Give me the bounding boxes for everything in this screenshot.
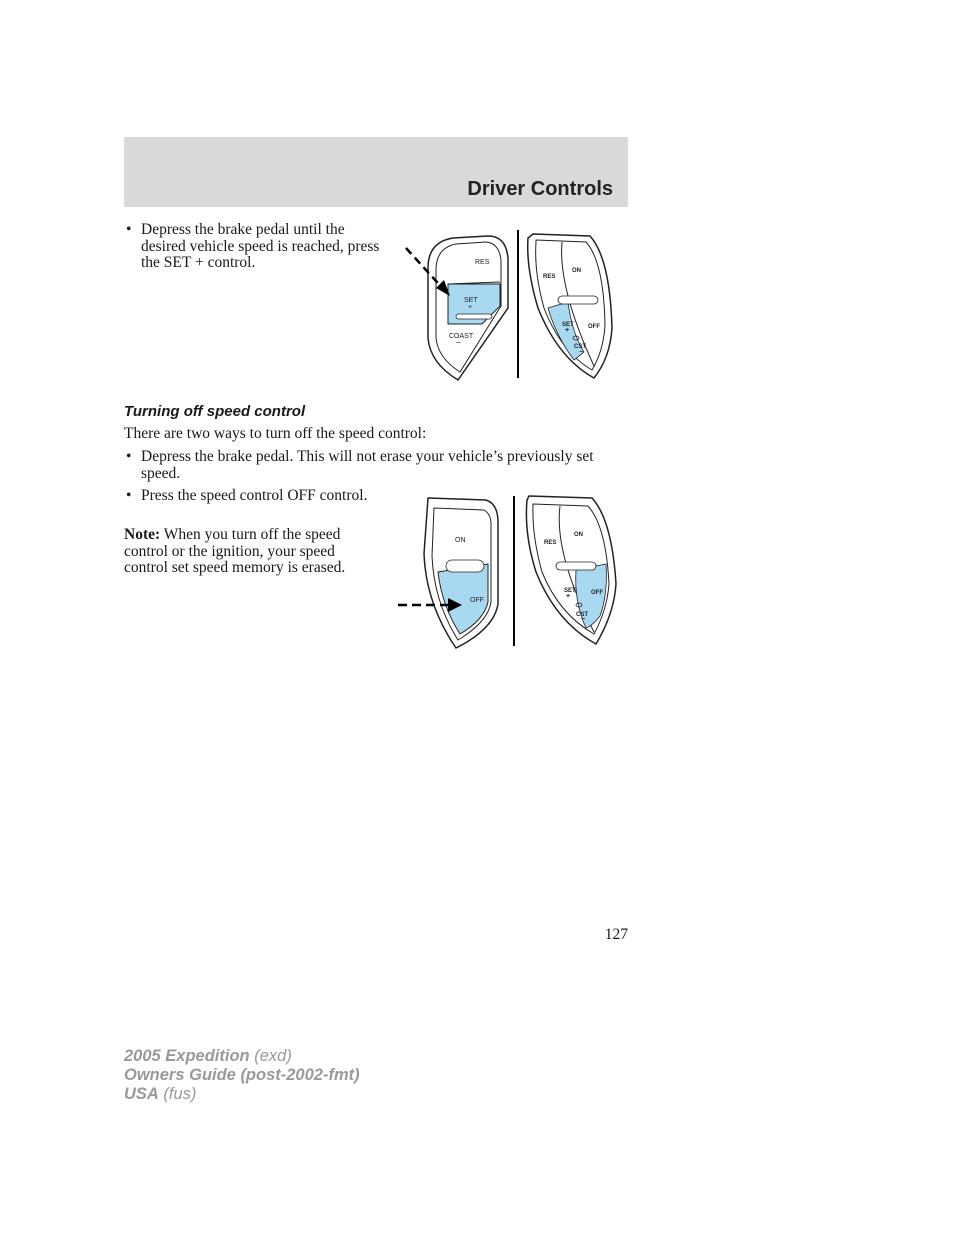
left-control-set — [406, 236, 508, 380]
plus-label-right: + — [565, 327, 570, 334]
cst-label-right: CST — [574, 344, 586, 350]
left-control-off — [398, 498, 498, 648]
set-label-right-2: SET — [564, 588, 576, 594]
footer-model: 2005 Expedition — [124, 1047, 250, 1065]
res-label: RES — [475, 259, 490, 266]
bullet-off-control: • Press the speed control OFF control. — [124, 488, 371, 505]
coast-label: COAST — [449, 333, 474, 340]
on-label-right-2: ON — [574, 532, 583, 538]
minus-label-right: − — [579, 349, 584, 356]
off-label: OFF — [470, 597, 484, 604]
note-text: When you turn off the speed control or the ignition, your speed control set speed memory is erased. — [124, 526, 346, 576]
right-control-off — [526, 496, 616, 644]
footer-market: USA — [124, 1085, 159, 1103]
page-number: 127 — [604, 926, 628, 943]
speed-control-set-figure — [398, 228, 630, 383]
set-label-right: SET — [562, 322, 574, 328]
plus-label: + — [468, 304, 473, 311]
set-label: SET — [464, 297, 478, 304]
footer-line-2: Owners Guide (post-2002-fmt) — [124, 1066, 360, 1084]
note-paragraph — [124, 527, 374, 577]
cst-label-right-2: CST — [576, 612, 588, 618]
section-title: Driver Controls — [467, 178, 613, 200]
speed-control-off-figure — [396, 494, 628, 650]
note-label: Note: — [124, 526, 161, 543]
minus-label: − — [456, 338, 461, 347]
res-label-right: RES — [543, 274, 556, 280]
footer-market-code: (fus) — [158, 1085, 197, 1103]
on-label: ON — [455, 537, 466, 544]
plus-label-right-2: + — [566, 593, 571, 600]
bullet-brake-pedal: • Depress the brake pedal. This will not erase your vehicle’s previously set speed. — [124, 449, 631, 482]
header-band — [124, 137, 628, 207]
footer-model-code: (exd) — [249, 1047, 292, 1065]
right-control-set — [528, 234, 612, 378]
intro-paragraph: There are two ways to turn off the speed control: — [124, 425, 427, 442]
footer — [124, 1047, 360, 1104]
minus-label-right-2: − — [581, 616, 586, 623]
off-label-right-2: OFF — [591, 590, 603, 596]
section-heading: Turning off speed control — [124, 403, 306, 420]
footer-line-3 — [124, 1085, 360, 1104]
footer-line-1 — [124, 1047, 360, 1066]
off-label-right: OFF — [588, 324, 600, 330]
bullet-set-speed: • Depress the brake pedal until the desired vehicle speed is reached, press the SET + control. — [124, 222, 393, 272]
res-label-right-2: RES — [544, 540, 557, 546]
on-label-right: ON — [572, 268, 581, 274]
